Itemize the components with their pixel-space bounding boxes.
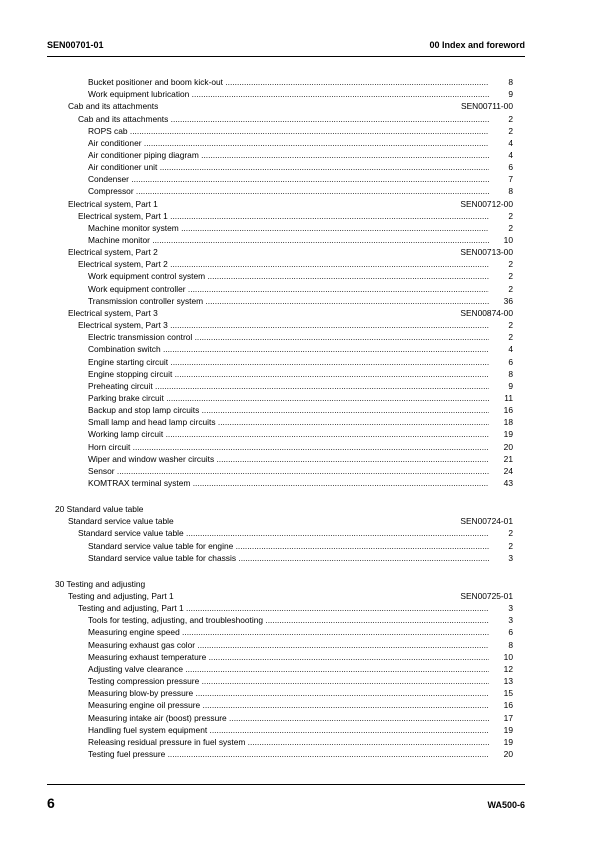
toc-entry <box>0 222 595 234</box>
toc-entry-page: 2 <box>489 222 513 234</box>
toc-entry-page: 21 <box>489 453 513 465</box>
toc-entry-title: Working lamp circuit ..... <box>88 428 513 440</box>
toc-entry-title: Electrical system, Part 3 ..... <box>78 319 513 331</box>
toc-entry-page: 8 <box>489 368 513 380</box>
toc-entry-title: Combination switch ..... <box>88 343 513 355</box>
toc-entry <box>0 125 595 137</box>
toc-entry-title: Electric transmission control ..... <box>88 331 513 343</box>
section-title: 00 Index and foreword <box>429 40 525 50</box>
toc-entry-title: Electrical system, Part 1 ..... <box>78 210 513 222</box>
toc-heading-code: SEN00874-00 <box>460 307 513 318</box>
toc-entry-title: Air conditioner unit ..... <box>88 161 513 173</box>
toc-heading-title: Standard service value table <box>68 516 174 527</box>
toc-entry-title: Handling fuel system equipment ..... <box>88 724 513 736</box>
toc-entry <box>0 639 595 651</box>
toc-entry <box>0 602 595 614</box>
toc-entry <box>0 258 595 270</box>
document-code: SEN00701-01 <box>47 40 104 50</box>
toc-heading-title: Cab and its attachments <box>68 101 159 112</box>
toc-entry <box>0 552 595 564</box>
toc-entry-page: 36 <box>489 295 513 307</box>
toc-heading <box>0 590 595 602</box>
toc-entry-page: 17 <box>489 712 513 724</box>
toc-entry-page: 6 <box>489 356 513 368</box>
toc-entry-title: Work equipment control system ..... <box>88 270 513 282</box>
toc-entry <box>0 210 595 222</box>
toc-entry-page: 16 <box>489 699 513 711</box>
toc-entry-title: Compressor ..... <box>88 185 513 197</box>
toc-section-title: 30 Testing and adjusting <box>55 578 146 589</box>
toc-entry <box>0 283 595 295</box>
toc-entry-title: Preheating circuit ..... <box>88 380 513 392</box>
toc-entry-title: Wiper and window washer circuits ..... <box>88 453 513 465</box>
toc-entry <box>0 453 595 465</box>
toc-entry-page: 4 <box>489 149 513 161</box>
toc-entry <box>0 113 595 125</box>
toc-entry-page: 10 <box>489 234 513 246</box>
toc-entry-page: 8 <box>489 639 513 651</box>
toc-entry-page: 8 <box>489 76 513 88</box>
toc-entry <box>0 675 595 687</box>
toc-entry-title: Standard service value table for engine ..... <box>88 540 513 552</box>
toc-entry-page: 2 <box>489 125 513 137</box>
toc-entry-title: Measuring blow-by pressure ..... <box>88 687 513 699</box>
toc-entry-page: 20 <box>489 748 513 760</box>
toc-entry-page: 9 <box>489 88 513 100</box>
toc-entry <box>0 76 595 88</box>
toc-entry-title: Standard service value table ..... <box>78 527 513 539</box>
toc-entry-title: Engine starting circuit ..... <box>88 356 513 368</box>
toc-entry-title: Measuring engine speed ..... <box>88 626 513 638</box>
header-rule <box>47 56 525 57</box>
toc-entry-title: Tools for testing, adjusting, and troubleshooting ..... <box>88 614 513 626</box>
toc-entry-title: Adjusting valve clearance ..... <box>88 663 513 675</box>
toc-entry <box>0 319 595 331</box>
toc-entry <box>0 736 595 748</box>
toc-entry <box>0 270 595 282</box>
toc-entry-title: Releasing residual pressure in fuel system ..... <box>88 736 513 748</box>
toc-heading-code: SEN00712-00 <box>460 198 513 209</box>
toc-entry <box>0 712 595 724</box>
toc-entry-title: Work equipment controller ..... <box>88 283 513 295</box>
toc-heading-code: SEN00713-00 <box>460 247 513 258</box>
toc-entry <box>0 428 595 440</box>
toc-entry-page: 6 <box>489 161 513 173</box>
toc-entry <box>0 540 595 552</box>
toc-heading <box>0 100 595 112</box>
toc-heading <box>0 307 595 319</box>
toc-entry <box>0 343 595 355</box>
toc-entry-title: Measuring exhaust gas color ..... <box>88 639 513 651</box>
toc-entry-page: 2 <box>489 210 513 222</box>
toc-entry-title: Work equipment lubrication ..... <box>88 88 513 100</box>
toc-entry-page: 18 <box>489 416 513 428</box>
toc-entry-page: 2 <box>489 283 513 295</box>
toc-entry-page: 11 <box>489 392 513 404</box>
toc-entry-title: Machine monitor system ..... <box>88 222 513 234</box>
toc-entry-page: 13 <box>489 675 513 687</box>
toc-heading <box>0 246 595 258</box>
toc-heading-code: SEN00724-01 <box>460 516 513 527</box>
toc-entry-title: Backup and stop lamp circuits ..... <box>88 404 513 416</box>
toc-entry-page: 4 <box>489 343 513 355</box>
toc-entry-title: Transmission controller system ..... <box>88 295 513 307</box>
toc-entry <box>0 699 595 711</box>
toc-entry-page: 2 <box>489 319 513 331</box>
toc-entry-page: 15 <box>489 687 513 699</box>
toc-entry-page: 43 <box>489 477 513 489</box>
toc-entry <box>0 614 595 626</box>
toc-entry-page: 7 <box>489 173 513 185</box>
toc-heading-code: SEN00711-00 <box>461 101 513 112</box>
toc-entry-title: Measuring exhaust temperature ..... <box>88 651 513 663</box>
toc-entry-page: 19 <box>489 428 513 440</box>
toc-entry <box>0 234 595 246</box>
toc-entry-title: Measuring intake air (boost) pressure ..... <box>88 712 513 724</box>
toc-entry-title: ROPS cab ..... <box>88 125 513 137</box>
toc-entry-title: Standard service value table for chassis ..... <box>88 552 513 564</box>
toc-section <box>0 503 595 515</box>
toc-entry-page: 8 <box>489 185 513 197</box>
toc-entry <box>0 477 595 489</box>
toc-section-title: 20 Standard value table <box>55 504 144 515</box>
toc-entry <box>0 651 595 663</box>
toc-entry-title: Small lamp and head lamp circuits ..... <box>88 416 513 428</box>
toc-entry <box>0 368 595 380</box>
toc-entry <box>0 88 595 100</box>
toc-entry <box>0 416 595 428</box>
toc-entry <box>0 687 595 699</box>
toc-heading <box>0 198 595 210</box>
toc-heading-title: Electrical system, Part 3 <box>68 307 158 318</box>
toc-entry-title: Electrical system, Part 2 ..... <box>78 258 513 270</box>
toc-entry <box>0 356 595 368</box>
toc-entry-title: Air conditioner piping diagram ..... <box>88 149 513 161</box>
toc-entry-title: Testing fuel pressure ..... <box>88 748 513 760</box>
toc-entry <box>0 185 595 197</box>
toc-entry <box>0 295 595 307</box>
toc-entry <box>0 626 595 638</box>
toc-heading-title: Electrical system, Part 2 <box>68 247 158 258</box>
toc-entry <box>0 465 595 477</box>
toc-entry-title: Measuring engine oil pressure ..... <box>88 699 513 711</box>
toc-entry-title: Parking brake circuit ..... <box>88 392 513 404</box>
toc-entry-page: 4 <box>489 137 513 149</box>
toc-entry-page: 3 <box>489 614 513 626</box>
toc-entry <box>0 404 595 416</box>
toc-entry-title: KOMTRAX terminal system ..... <box>88 477 513 489</box>
toc-entry <box>0 392 595 404</box>
toc-entry-title: Sensor ..... <box>88 465 513 477</box>
toc-entry-page: 19 <box>489 736 513 748</box>
footer-rule <box>47 784 525 785</box>
toc-entry-page: 12 <box>489 663 513 675</box>
toc-entry <box>0 161 595 173</box>
toc-entry-title: Machine monitor ..... <box>88 234 513 246</box>
toc-entry-title: Testing compression pressure ..... <box>88 675 513 687</box>
toc-entry-page: 2 <box>489 331 513 343</box>
toc-heading <box>0 515 595 527</box>
toc-heading-title: Electrical system, Part 1 <box>68 198 158 209</box>
toc-entry-title: Engine stopping circuit ..... <box>88 368 513 380</box>
toc-entry <box>0 380 595 392</box>
toc-entry <box>0 331 595 343</box>
toc-entry-page: 2 <box>489 113 513 125</box>
toc-entry <box>0 527 595 539</box>
toc-entry-title: Testing and adjusting, Part 1 ..... <box>78 602 513 614</box>
model-number: WA500-6 <box>487 800 525 810</box>
toc-entry <box>0 137 595 149</box>
toc-entry-page: 16 <box>489 404 513 416</box>
toc-heading-code: SEN00725-01 <box>460 591 513 601</box>
toc-entry-title: Bucket positioner and boom kick-out ..... <box>88 76 513 88</box>
toc-entry <box>0 748 595 760</box>
toc-entry-page: 2 <box>489 527 513 539</box>
toc-entry-page: 3 <box>489 602 513 614</box>
toc-entry-page: 9 <box>489 380 513 392</box>
toc-entry <box>0 663 595 675</box>
toc-entry-title: Cab and its attachments ..... <box>78 113 513 125</box>
toc-entry <box>0 173 595 185</box>
toc-entry-page: 2 <box>489 540 513 552</box>
toc-entry-page: 6 <box>489 626 513 638</box>
toc-entry-page: 3 <box>489 552 513 564</box>
toc-entry <box>0 441 595 453</box>
toc-entry-page: 2 <box>489 258 513 270</box>
toc-entry-page: 10 <box>489 651 513 663</box>
toc-entry <box>0 149 595 161</box>
toc-entry-title: Horn circuit ..... <box>88 441 513 453</box>
toc-entry-page: 24 <box>489 465 513 477</box>
toc-heading-title: Testing and adjusting, Part 1 <box>68 591 174 601</box>
toc-entry-page: 19 <box>489 724 513 736</box>
toc-entry-title: Condenser ..... <box>88 173 513 185</box>
toc-entry-page: 20 <box>489 441 513 453</box>
toc-entry <box>0 724 595 736</box>
toc-section <box>0 578 595 590</box>
page-number: 6 <box>47 795 55 811</box>
toc-entry-title: Air conditioner ..... <box>88 137 513 149</box>
toc-entry-page: 2 <box>489 270 513 282</box>
